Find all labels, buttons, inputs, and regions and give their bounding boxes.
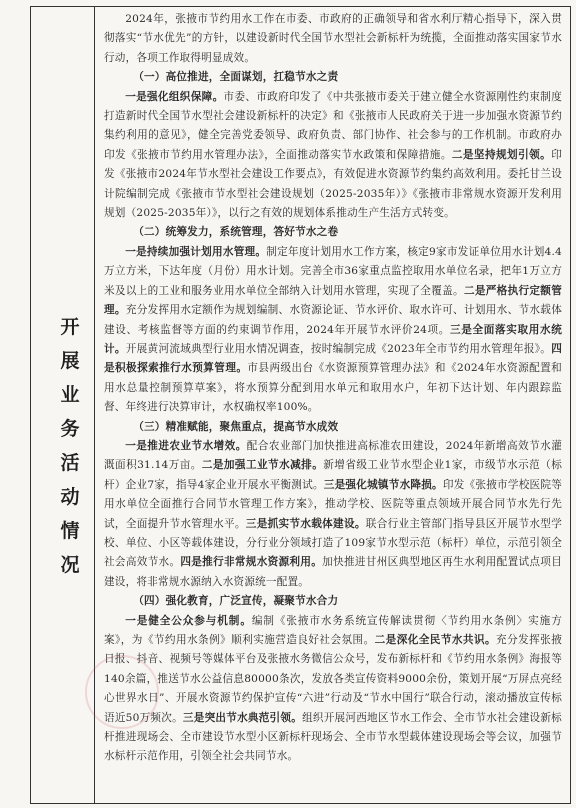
section-label-char: 动 <box>60 486 80 508</box>
paragraph-text: （二）统筹发力，系统管理，答好节水之卷 <box>133 226 339 239</box>
report-body <box>104 10 562 767</box>
body-paragraph <box>104 612 562 767</box>
paragraph-text: 加快推进甘州区典型地区再生水利用配置试点项目建设，将非常规水源纳入水资源统一配置。 <box>104 556 562 588</box>
bold-lead-text: 四是推行非常规水资源利用。 <box>180 556 323 569</box>
paragraph-text: 制定年度计划用水工作方案，核定9家市发证单位用水计划4.4万立方米，下达年度（月份）用水计划。完善全市36家重点监控取用水单位名录，把年1万立方米及以上的工业和服务业用水单位全部纳入计划用水管理，实现了全覆盖。 <box>104 245 562 297</box>
paragraph-text: 组织开展河西地区节水工作会、全市节水社会建设新标杆推进现场会、全市建设节水型小区新标杆现场会、全市节水型载体建设现场会等会议，加强节水标杆示范作用，引领全社会共同节水。 <box>104 711 562 763</box>
bold-lead-text: 四是积极探索推行水预算管理。 <box>104 342 562 375</box>
bold-lead-text: 三是全面落实取用水统计。 <box>104 323 562 355</box>
body-paragraph <box>104 243 562 418</box>
body-paragraph <box>104 437 562 592</box>
section-label-char: 业 <box>60 384 80 406</box>
bold-lead-text: 三是抓实节水载体建设。 <box>245 517 366 530</box>
section-label-char: 况 <box>60 554 80 576</box>
section-heading <box>104 68 562 87</box>
bold-lead-text: 一是推进农业节水增效。 <box>125 439 247 452</box>
section-label-char: 务 <box>60 418 80 440</box>
body-paragraph <box>104 88 562 224</box>
bold-lead-text: 二是严格执行定额管理。 <box>104 284 562 317</box>
paragraph-text: 新增省级工业节水型企业1家，市级节水示范（标杆）企业7家，指导4家企业开展水平衡测试。 <box>104 459 563 491</box>
paragraph-text: 充分发挥用水定额作为规划编制、水资源论证、节水评价、取水许可、计划用水、节水载体建设、考核监督等方面的约束调节作用，2024年开展节水评价24项。 <box>104 304 563 336</box>
section-heading <box>104 592 562 611</box>
bold-lead-text: 二是深化全民节水共识。 <box>374 634 497 646</box>
paragraph-text: 编制《张掖市水务系统宣传解读贯彻〈节约用水条例〉实施方案》，为《节约用水条例》顺利实施营造良好社会氛围。 <box>104 614 562 646</box>
section-label-char: 情 <box>60 520 80 542</box>
paragraph-text: 2024年，张掖市节约用水工作在市委、市政府的正确领导和省水利厅精心指导下，深入贯彻落实“节水优先”的方针，以建设新时代全国节水型社会新标杆为统揽，全面推动落实国家节水行动，各项工作取得明显成效。 <box>104 13 562 64</box>
paragraph-text: 市县两级出台《水资源预算管理办法》和《2024年水资源配置和用水总量控制预算草案》，将水预算分配到用水单元和取用水户，年初下达计划、年内跟踪监督、年终进行决算审计，水权确权率100%。 <box>104 362 562 414</box>
section-label-char: 活 <box>60 452 80 474</box>
paragraph-text: 充分发挥张掖日报、抖音、视频号等媒体平台及张掖水务微信公众号，发布新标杆和《节约用水条例》海报等140余篇，推送节水公益信息80000条次，发放各类宣传资料9000余份，策划开展“万屏点亮经心世界水日”、开展水资源节约保护宣传“六进”行动及“节水中国行”联合行动，滚动播放宣传标语近50万频次。 <box>104 634 563 724</box>
bold-lead-text: 一是健全公众参与机制。 <box>125 614 252 627</box>
bold-lead-text: 一是持续加强计划用水管理。 <box>125 245 267 258</box>
section-heading <box>104 418 562 437</box>
bold-lead-text: 三是突出节水典范引领。 <box>182 711 303 724</box>
bold-lead-text: 二是加强工业节水减排。 <box>201 459 324 472</box>
section-label <box>58 310 82 582</box>
body-paragraph <box>104 10 562 68</box>
section-heading <box>104 223 562 242</box>
paragraph-text: （四）强化教育，广泛宣传，凝聚节水合力 <box>133 595 339 608</box>
paragraph-text: 市委、市政府印发了《中共张掖市委关于建立健全水资源刚性约束制度打造新时代全国节水型社会建设新标杆的决定》和《张掖市人民政府关于进一步加强水资源节约集约利用的意见》，健全完善党委领导、政府负责、部门协作、社会参与的工作机制。市政府办印发《张掖市节约用水管理办法》，全面推动落实节水政策和保障措施。 <box>104 90 562 161</box>
bold-lead-text: 一是强化组织保障。 <box>125 90 224 103</box>
paragraph-text: 联合行业主管部门指导县区开展节水型学校、单位、小区等载体建设，分行业分领域打造了109家节水型示范（标杆）单位，示范引领全社会高效节水。 <box>104 517 562 569</box>
section-label-char: 展 <box>60 350 80 372</box>
paragraph-text: 配合农业部门加快推进高标准农田建设，2024年新增高效节水灌溉面积31.14万亩。 <box>104 439 562 472</box>
paragraph-text: 开展黄河流域典型行业用水情况调查，按时编制完成《2023年全市节约用水管理年报》。 <box>125 342 552 355</box>
section-label-char: 开 <box>60 316 80 338</box>
bold-lead-text: 三是强化城镇节水降损。 <box>323 478 443 491</box>
paragraph-text: 印发《张掖市学校医院等用水单位全面推行合同节水管理工作方案》，推动学校、医院等重点领域开展合同节水先行先试，全面提升节水管理水平。 <box>104 478 562 530</box>
paragraph-text: 印发《张掖市2024年节水型社会建设工作要点》，有效促进水资源节约集约高效利用。委托甘兰设计院编制完成《张掖市节水型社会建设规划（2025-2035年）》《张掖市非常规水资源开发利用规划（2025-2035年）》，以行之有效的规划体系推动生产生活方式转变。 <box>104 148 562 220</box>
bold-lead-text: 二是坚持规划引领。 <box>451 148 552 161</box>
paragraph-text: （三）精准赋能，聚焦重点，提高节水成效 <box>133 420 339 433</box>
paragraph-text: （一）高位推进，全面谋划，扛稳节水之责 <box>133 71 339 84</box>
